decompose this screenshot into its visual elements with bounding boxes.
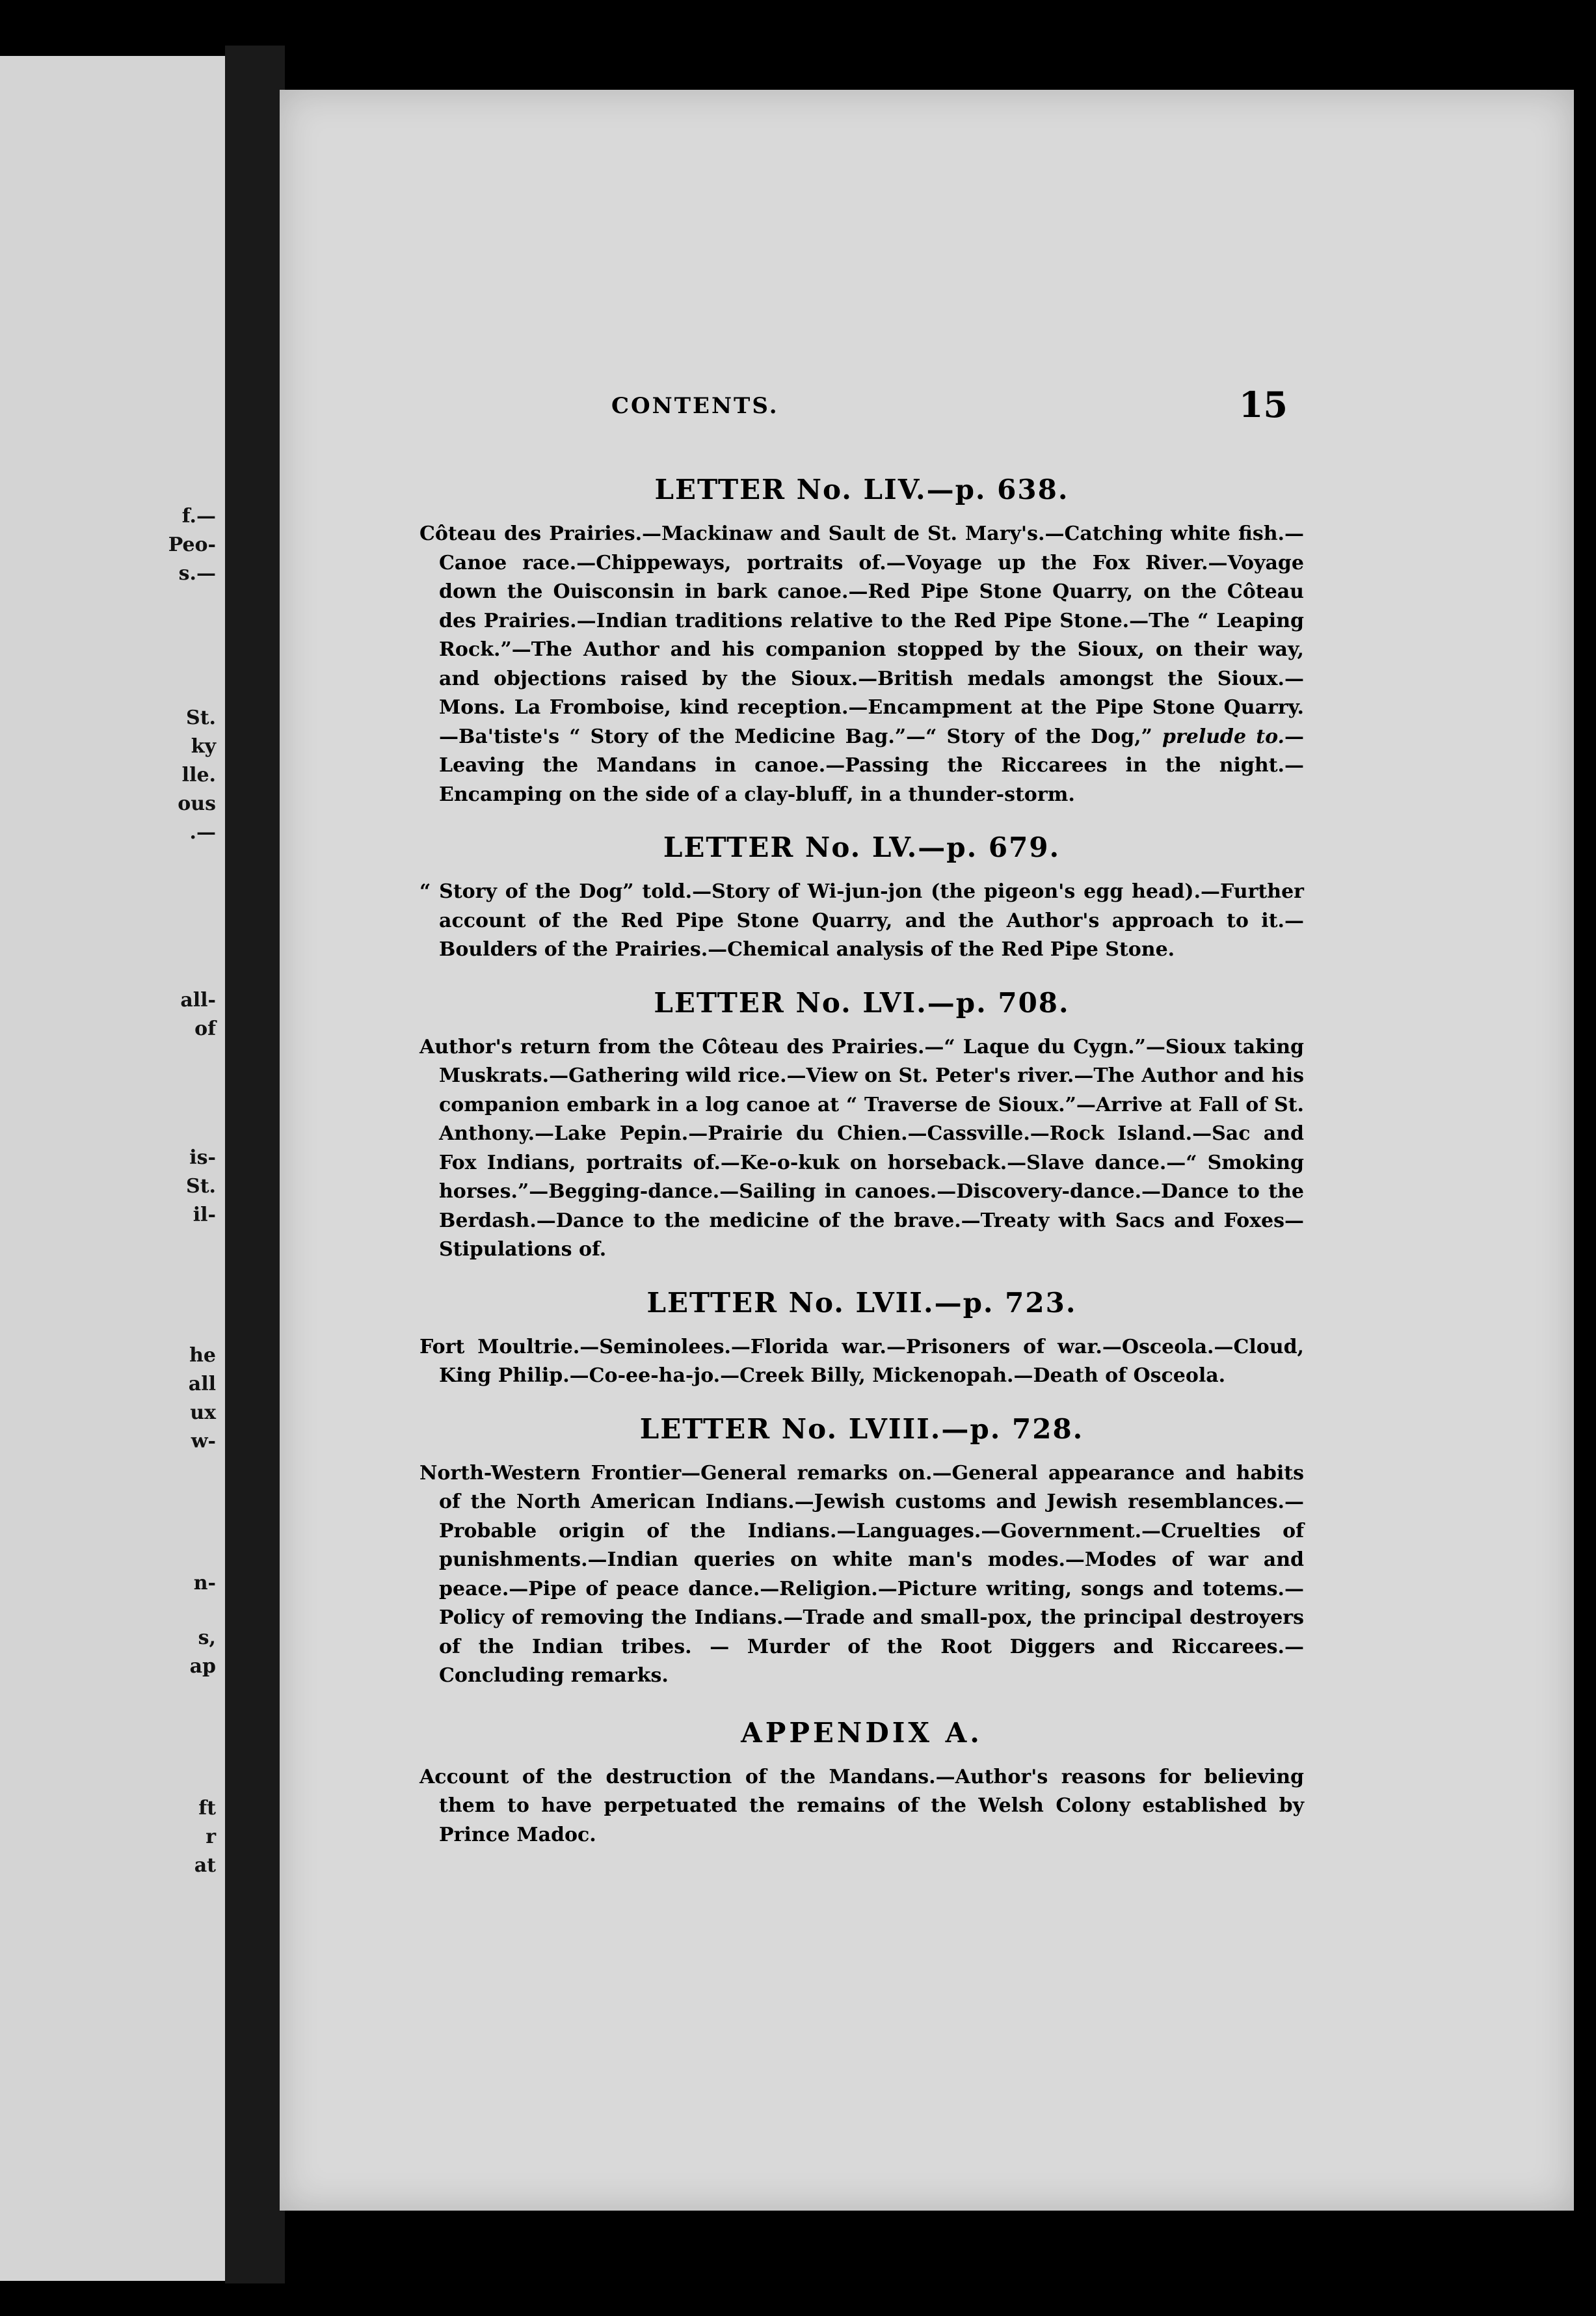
running-head: CONTENTS.	[611, 393, 779, 419]
appendix-heading: APPENDIX A.	[741, 1716, 983, 1749]
margin-fragment: he	[189, 1344, 216, 1367]
letter-section	[419, 987, 1304, 1265]
summary-italic: prelude to.	[1162, 725, 1285, 748]
margin-fragment: all	[188, 1373, 216, 1395]
margin-fragment: St.	[186, 707, 216, 729]
margin-fragment: .—	[189, 821, 216, 844]
margin-fragment: s.—	[178, 562, 216, 585]
facing-page	[0, 56, 225, 2281]
contents-list	[419, 474, 1304, 1872]
letter-heading: LETTER No. LVI.—p. 708.	[654, 986, 1070, 1019]
margin-fragment: Peo-	[168, 533, 216, 556]
letter-section	[419, 831, 1304, 965]
margin-fragment: r	[206, 1825, 216, 1848]
letter-heading: LETTER No. LVII.—p. 723.	[646, 1286, 1077, 1319]
contents-page	[280, 90, 1574, 2211]
summary-text: Côteau des Prairies.—Mackinaw and Sault de St. Mary's.—Catching white fish.—Canoe race.—Chippeways, portraits of.—Voyage up the Fox River.—Voyage down the Ouisconsin in bark canoe.—Red Pipe Stone Quarry, on the Côteau des Prairies.—Indian traditions relative to the Red Pipe Stone.—The “ Leaping Rock.”—The Author and his companion stopped by the Sioux, on their way, and objections raised by the Sioux.—British medals amongst the Sioux.—Mons. La Fromboise, kind reception.—Encampment at the Pipe Stone Quarry.—Ba'tiste's “ Story of the Medicine Bag.”—“ Story of the Dog,”	[419, 522, 1304, 748]
margin-fragment: ux	[190, 1401, 216, 1424]
letter-heading: LETTER No. LV.—p. 679.	[663, 831, 1061, 863]
letter-summary: Author's return from the Côteau des Prairies.—“ Laque du Cygn.”—Sioux taking Muskrats.—Gathering wild rice.—View on St. Peter's river.—The Author and his companion embark in a log canoe at “ Traverse de Sioux.”—Arrive at Fall of St. Anthony.—Lake Pepin.—Prairie du Chien.—Cassville.—Rock Island.—Sac and Fox Indians, portraits of.—Ke-o-kuk on horseback.—Slave dance.—“ Smoking horses.”—Begging-dance.—Sailing in canoes.—Discovery-dance.—Dance to the Berdash.—Dance to the medicine of the brave.—Treaty with Sacs and Foxes—Stipulations of.	[419, 1035, 1304, 1261]
page-number: 15	[1238, 384, 1288, 425]
margin-fragment: of	[194, 1017, 216, 1040]
letter-heading: LETTER No. LVIII.—p. 728.	[639, 1412, 1084, 1445]
appendix-section	[419, 1717, 1304, 1850]
margin-fragment: n-	[193, 1572, 216, 1595]
margin-fragment: ky	[191, 735, 216, 758]
margin-fragment: ft	[198, 1797, 216, 1820]
margin-fragment: at	[194, 1854, 216, 1877]
margin-fragment: all-	[180, 989, 216, 1012]
margin-fragment: is-	[189, 1146, 216, 1169]
book-gutter	[225, 46, 285, 2283]
margin-fragment: ap	[189, 1655, 216, 1678]
letter-section	[419, 474, 1304, 809]
margin-fragment: lle.	[181, 764, 216, 787]
margin-fragment: f.—	[181, 505, 216, 528]
margin-fragment: s,	[198, 1626, 216, 1649]
appendix-summary: Account of the destruction of the Mandans.—Author's reasons for believing them to have perpetuated the remains of the Welsh Colony established by Prince Madoc.	[419, 1765, 1304, 1846]
summary-text-cont: —Leaving the Mandans in canoe.—Passing the Riccarees in the night.—Encamping on the side of a clay-bluff, in a thunder-storm.	[439, 725, 1305, 806]
letter-summary: North-Western Frontier—General remarks on.—General appearance and habits of the North American Indians.—Jewish customs and Jewish resemblances.—Probable origin of the Indians.—Languages.—Government.—Cruelties of punishments.—Indian queries on white man's modes.—Modes of war and peace.—Pipe of peace dance.—Religion.—Picture writing, songs and totems.—Policy of removing the Indians.—Trade and small-pox, the principal destroyers of the Indian tribes. — Murder of the Root Diggers and Riccarees.— Concluding remarks.	[419, 1461, 1304, 1687]
letter-section	[419, 1287, 1304, 1391]
letter-summary: “ Story of the Dog” told.—Story of Wi-jun-jon (the pigeon's egg head).—Further account of the Red Pipe Stone Quarry, and the Author's approach to it.—Boulders of the Prairies.—Chemical analysis of the Red Pipe Stone.	[419, 880, 1304, 961]
letter-section	[419, 1413, 1304, 1691]
letter-summary: Fort Moultrie.—Seminolees.—Florida war.—Prisoners of war.—Osceola.—Cloud, King Philip.—Co-ee-ha-jo.—Creek Billy, Mickenopah.—Death of Osceola.	[419, 1335, 1304, 1387]
page-header	[455, 384, 1288, 429]
letter-heading: LETTER No. LIV.—p. 638.	[654, 474, 1069, 505]
letter-summary	[419, 520, 1304, 809]
margin-fragment: il-	[193, 1204, 216, 1226]
margin-fragment: St.	[186, 1175, 216, 1198]
margin-fragment: w-	[191, 1430, 216, 1453]
margin-fragment: ous	[178, 792, 216, 815]
